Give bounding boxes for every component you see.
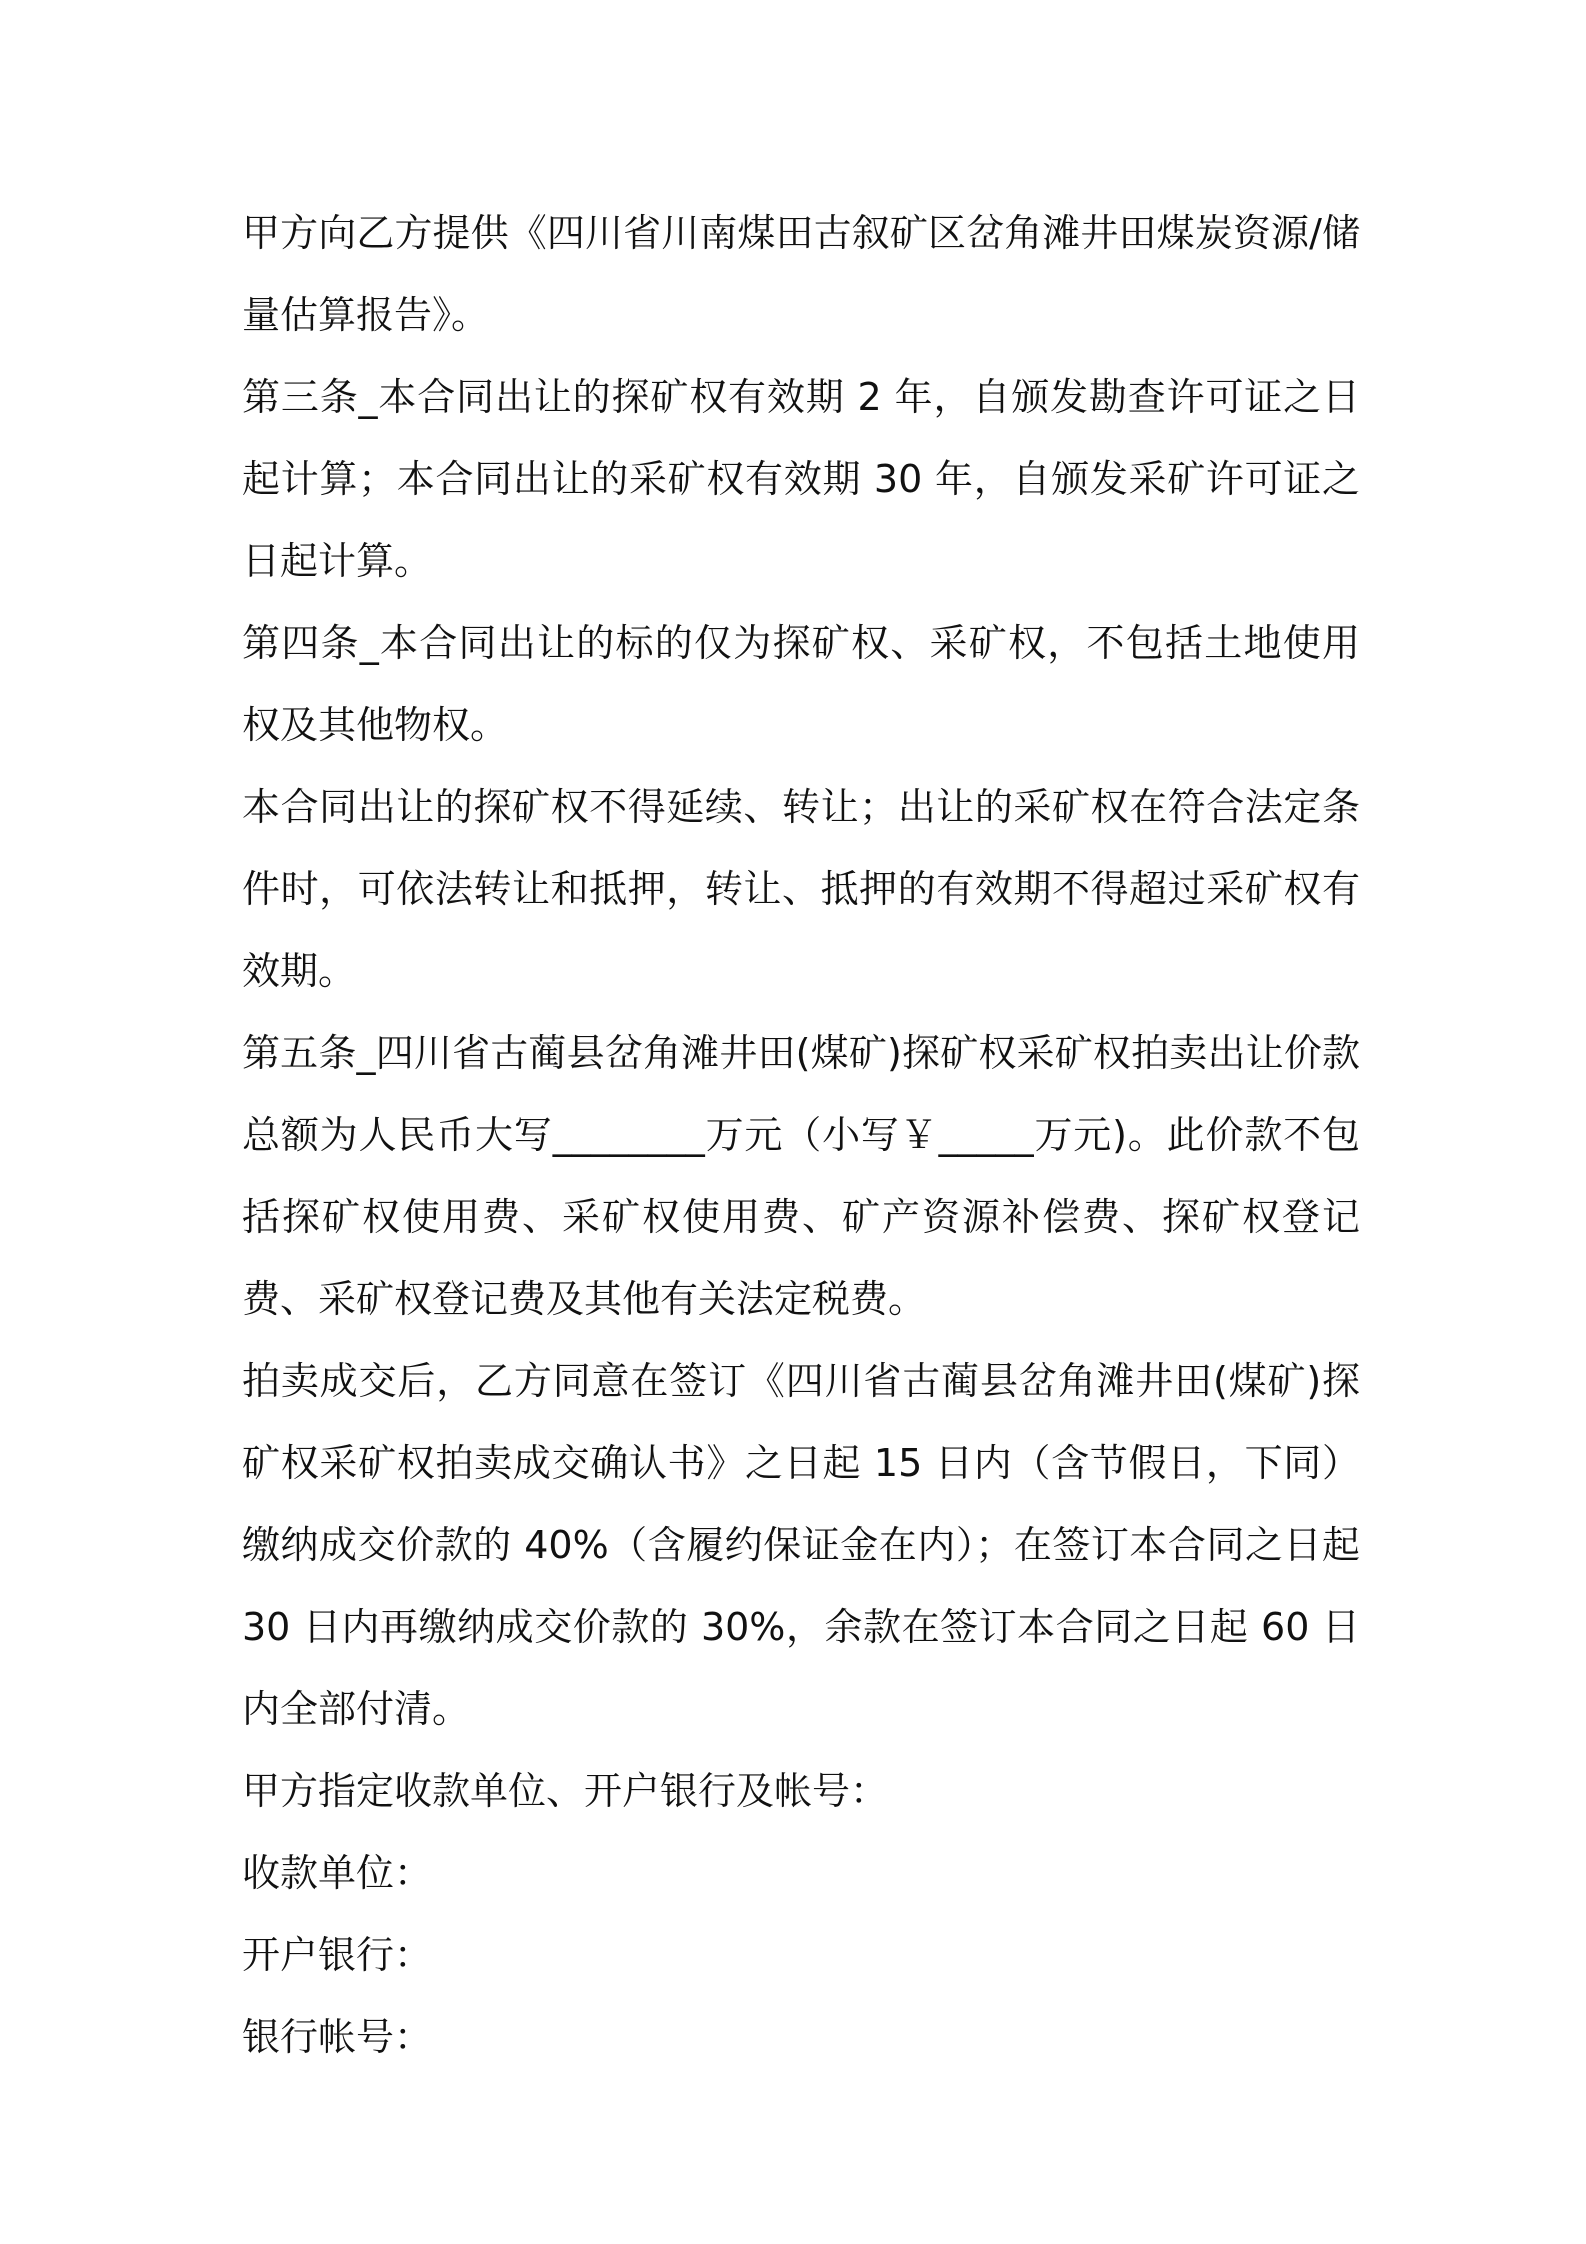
paragraph-payment-schedule: 拍卖成交后，乙方同意在签订《四川省古蔺县岔角滩井田(煤矿)探矿权采矿权拍卖成交确认书》之日起 15 日内（含节假日，下同）缴纳成交价款的 40%（含履约保证金在内）；在签订本合同之日起 30 日内再缴纳成交价款的 30%，余款在签订本合同之日起 60 日内全部付清。 (242, 1359, 1360, 1731)
paragraph-transfer-restrictions: 本合同出让的探矿权不得延续、转让；出让的采矿权在符合法定条件时，可依法转让和抵押，转让、抵押的有效期不得超过采矿权有效期。 (242, 785, 1360, 993)
payee-heading: 甲方指定收款单位、开户银行及帐号： (242, 1769, 889, 1813)
payee-unit-label: 收款单位： (242, 1851, 433, 1895)
paragraph-article-3-validity: 第三条_本合同出让的探矿权有效期 2 年，自颁发勘查许可证之日起计算；本合同出让的采矿权有效期 30 年，自颁发采矿许可证之日起计算。 (242, 375, 1360, 583)
bank-label: 开户银行： (242, 1933, 433, 1977)
paragraph-report-provision: 甲方向乙方提供《四川省川南煤田古叙矿区岔角滩井田煤炭资源/储量估算报告》。 (242, 211, 1360, 337)
account-label: 银行帐号： (242, 2015, 433, 2059)
paragraph-article-4-subject: 第四条_本合同出让的标的仅为探矿权、采矿权，不包括土地使用权及其他物权。 (242, 621, 1360, 747)
document-body (242, 192, 1360, 2078)
paragraph-article-5-price: 第五条_四川省古蔺县岔角滩井田(煤矿)探矿权采矿权拍卖出让价款总额为人民币大写________万元（小写￥_____万元)。此价款不包括探矿权使用费、采矿权使用费、矿产资源补偿费、探矿权登记费、采矿权登记费及其他有关法定税费。 (242, 1031, 1360, 1321)
